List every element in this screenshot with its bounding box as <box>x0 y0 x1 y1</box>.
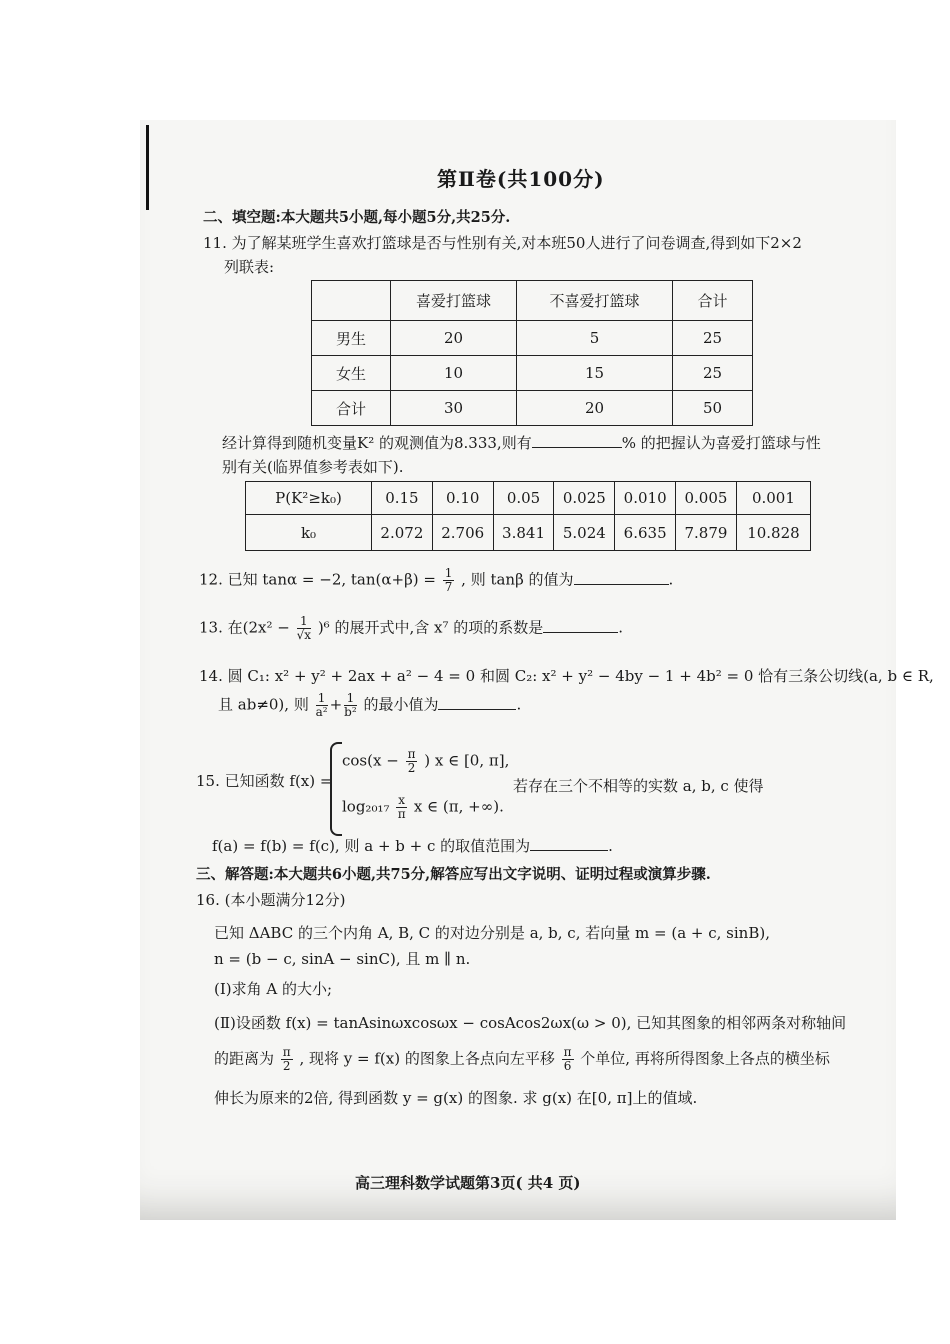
section-3-heading: 三、解答题:本大题共6小题,共75分,解答应写出文字说明、证明过程或演算步骤. <box>196 866 711 883</box>
q12-end: . <box>668 570 674 589</box>
q14-line1: 14. 圆 C₁: x² + y² + 2ax + a² − 4 = 0 和圆 C₂: x² + y² − 4by − 1 + 4b² = 0 恰有三条公切线(a, b ∈ R, <box>199 667 934 685</box>
fraction-num: 1 <box>316 692 328 706</box>
fraction-num: π <box>563 1045 572 1059</box>
q16-line6: 伸长为原来的2倍, 得到函数 y = g(x) 的图象. 求 g(x) 在[0, π]上的值域. <box>214 1089 698 1107</box>
table-row <box>246 515 811 551</box>
fraction-num: 1 <box>444 566 453 580</box>
q16-line2: n = (b − c, sinA − sinC), 且 m ∥ n. <box>214 950 471 968</box>
table-cell: 5.024 <box>554 515 615 551</box>
contingency-table <box>311 280 753 426</box>
q15-lead: 15. 已知函数 f(x) = <box>196 772 333 790</box>
fraction-den: √x <box>296 628 312 642</box>
q13-text-a: 13. 在(2x² − <box>199 618 290 637</box>
q15-line2-text: f(a) = f(b) = f(c), 则 a + b + c 的取值范围为 <box>212 837 531 855</box>
q11-statement-b: % 的把握认为喜爱打篮球与性 <box>621 434 821 452</box>
q16-line5-b: , 现将 y = f(x) 的图象上各点向左平移 <box>299 1049 555 1068</box>
table-cell: P(K²≥k₀) <box>246 482 372 515</box>
fraction-den: 7 <box>444 580 453 594</box>
fraction <box>281 1046 293 1073</box>
q15-case1-b: ) x ∈ [0, π], <box>424 751 510 770</box>
q16-line5 <box>214 1046 830 1073</box>
table-cell: 50 <box>673 391 753 426</box>
table-cell: 25 <box>673 321 753 356</box>
table-cell: 合计 <box>312 391 391 426</box>
q11-statement-line2: 别有关(临界值参考表如下). <box>222 458 404 476</box>
q14-text-b: 的最小值为 <box>363 695 439 714</box>
table-cell: 0.10 <box>432 482 493 515</box>
table-row <box>312 356 753 391</box>
q13-end: . <box>618 618 624 637</box>
table-row <box>312 321 753 356</box>
q15-case2-b: x ∈ (π, +∞). <box>413 797 504 816</box>
table-header-row <box>312 281 753 321</box>
table-cell: 女生 <box>312 356 391 391</box>
q11-statement <box>222 432 821 453</box>
table-row <box>246 482 811 515</box>
part-title: 第Ⅱ卷(共100分) <box>437 167 605 191</box>
q16-line1: 已知 ΔABC 的三个内角 A, B, C 的对边分别是 a, b, c, 若向量 m = (a + c, sinB), <box>214 924 770 942</box>
fraction-num: π <box>282 1045 291 1059</box>
answer-blank[interactable] <box>530 836 608 851</box>
table-cell: 3.841 <box>493 515 554 551</box>
table-cell: k₀ <box>246 515 372 551</box>
table-cell: 0.010 <box>615 482 676 515</box>
piecewise-brace <box>330 742 342 836</box>
fraction-den: 2 <box>407 761 416 775</box>
fraction <box>443 567 455 594</box>
q15-case1 <box>342 748 509 775</box>
table-cell: 0.001 <box>736 482 810 515</box>
table-cell: 5 <box>517 321 673 356</box>
q11-line1: 11. 为了解某班学生喜欢打篮球是否与性别有关,对本班50人进行了问卷调查,得到如下2×2 <box>203 234 802 252</box>
q14-line2 <box>218 692 521 719</box>
table-cell: 0.025 <box>554 482 615 515</box>
q16-part1: (Ⅰ)求角 A 的大小; <box>214 980 333 998</box>
q15-line2 <box>212 835 613 856</box>
page-footer: 高三理科数学试题第3页( 共4 页) <box>355 1174 581 1192</box>
q11-statement-a: 经计算得到随机变量K² 的观测值为8.333,则有 <box>222 434 532 452</box>
table-cell: 0.05 <box>493 482 554 515</box>
q16-line5-c: 个单位, 再将所得图象上各点的横坐标 <box>580 1049 830 1068</box>
q15-end: . <box>608 837 613 855</box>
table-cell: 男生 <box>312 321 391 356</box>
q13-text-b: )⁶ 的展开式中,含 x⁷ 的项的系数是 <box>317 618 544 637</box>
q11-line2: 列联表: <box>224 258 275 276</box>
fraction-den: b² <box>344 705 357 719</box>
fraction-num: x <box>398 793 406 807</box>
table-header-cell: 喜爱打篮球 <box>391 281 517 321</box>
answer-blank[interactable] <box>574 570 669 585</box>
fraction-den: 6 <box>563 1059 572 1073</box>
q15-tail: 若存在三个不相等的实数 a, b, c 使得 <box>513 777 764 795</box>
fraction <box>344 692 357 719</box>
table-cell: 20 <box>517 391 673 426</box>
answer-blank[interactable] <box>438 695 516 710</box>
table-cell: 25 <box>673 356 753 391</box>
table-cell: 10 <box>391 356 517 391</box>
fraction-num: 1 <box>344 692 357 706</box>
table-cell: 15 <box>517 356 673 391</box>
q15-case2 <box>342 794 504 821</box>
fraction-den: 2 <box>282 1059 291 1073</box>
fraction <box>316 692 328 719</box>
table-cell: 30 <box>391 391 517 426</box>
table-header-cell: 合计 <box>673 281 753 321</box>
fraction <box>562 1046 574 1073</box>
fraction-den: π <box>397 807 406 821</box>
q12 <box>199 567 673 594</box>
fraction-num: 1 <box>297 615 311 629</box>
q14-end: . <box>516 695 522 714</box>
critical-value-table <box>245 481 811 551</box>
q15-case1-a: cos(x − <box>342 751 399 770</box>
table-cell: 6.635 <box>615 515 676 551</box>
table-cell: 0.005 <box>676 482 737 515</box>
table-cell: 20 <box>391 321 517 356</box>
q12-text-a: 12. 已知 tanα = −2, tan(α+β) = <box>199 570 436 589</box>
table-cell: 2.706 <box>432 515 493 551</box>
table-cell: 0.15 <box>372 482 433 515</box>
table-header-cell <box>312 281 391 321</box>
fraction <box>396 794 407 821</box>
answer-blank[interactable] <box>532 433 622 448</box>
fraction-den: a² <box>315 705 328 719</box>
q16-part2: (Ⅱ)设函数 f(x) = tanAsinωxcosωx − cosAcos2ωx(ω > 0), 已知其图象的相邻两条对称轴间 <box>214 1014 847 1032</box>
plus-sign: + <box>329 695 343 714</box>
q16-line5-a: 的距离为 <box>214 1049 275 1068</box>
fraction <box>297 615 311 642</box>
table-cell: 2.072 <box>372 515 433 551</box>
q12-text-b: , 则 tanβ 的值为 <box>461 570 574 589</box>
fraction <box>406 748 418 775</box>
q13 <box>199 615 623 642</box>
table-cell: 7.879 <box>676 515 737 551</box>
q15-case2-a: log₂₀₁₇ <box>342 797 390 816</box>
q14-text-a: 且 ab≠0), 则 <box>218 695 309 714</box>
table-header-cell: 不喜爱打篮球 <box>517 281 673 321</box>
section-2-heading: 二、填空题:本大题共5小题,每小题5分,共25分. <box>203 209 511 226</box>
answer-blank[interactable] <box>543 618 618 633</box>
q16-label: 16. (本小题满分12分) <box>196 891 346 909</box>
table-row <box>312 391 753 426</box>
binding-edge-line <box>146 125 149 210</box>
table-cell: 10.828 <box>736 515 810 551</box>
fraction-num: π <box>407 747 416 761</box>
